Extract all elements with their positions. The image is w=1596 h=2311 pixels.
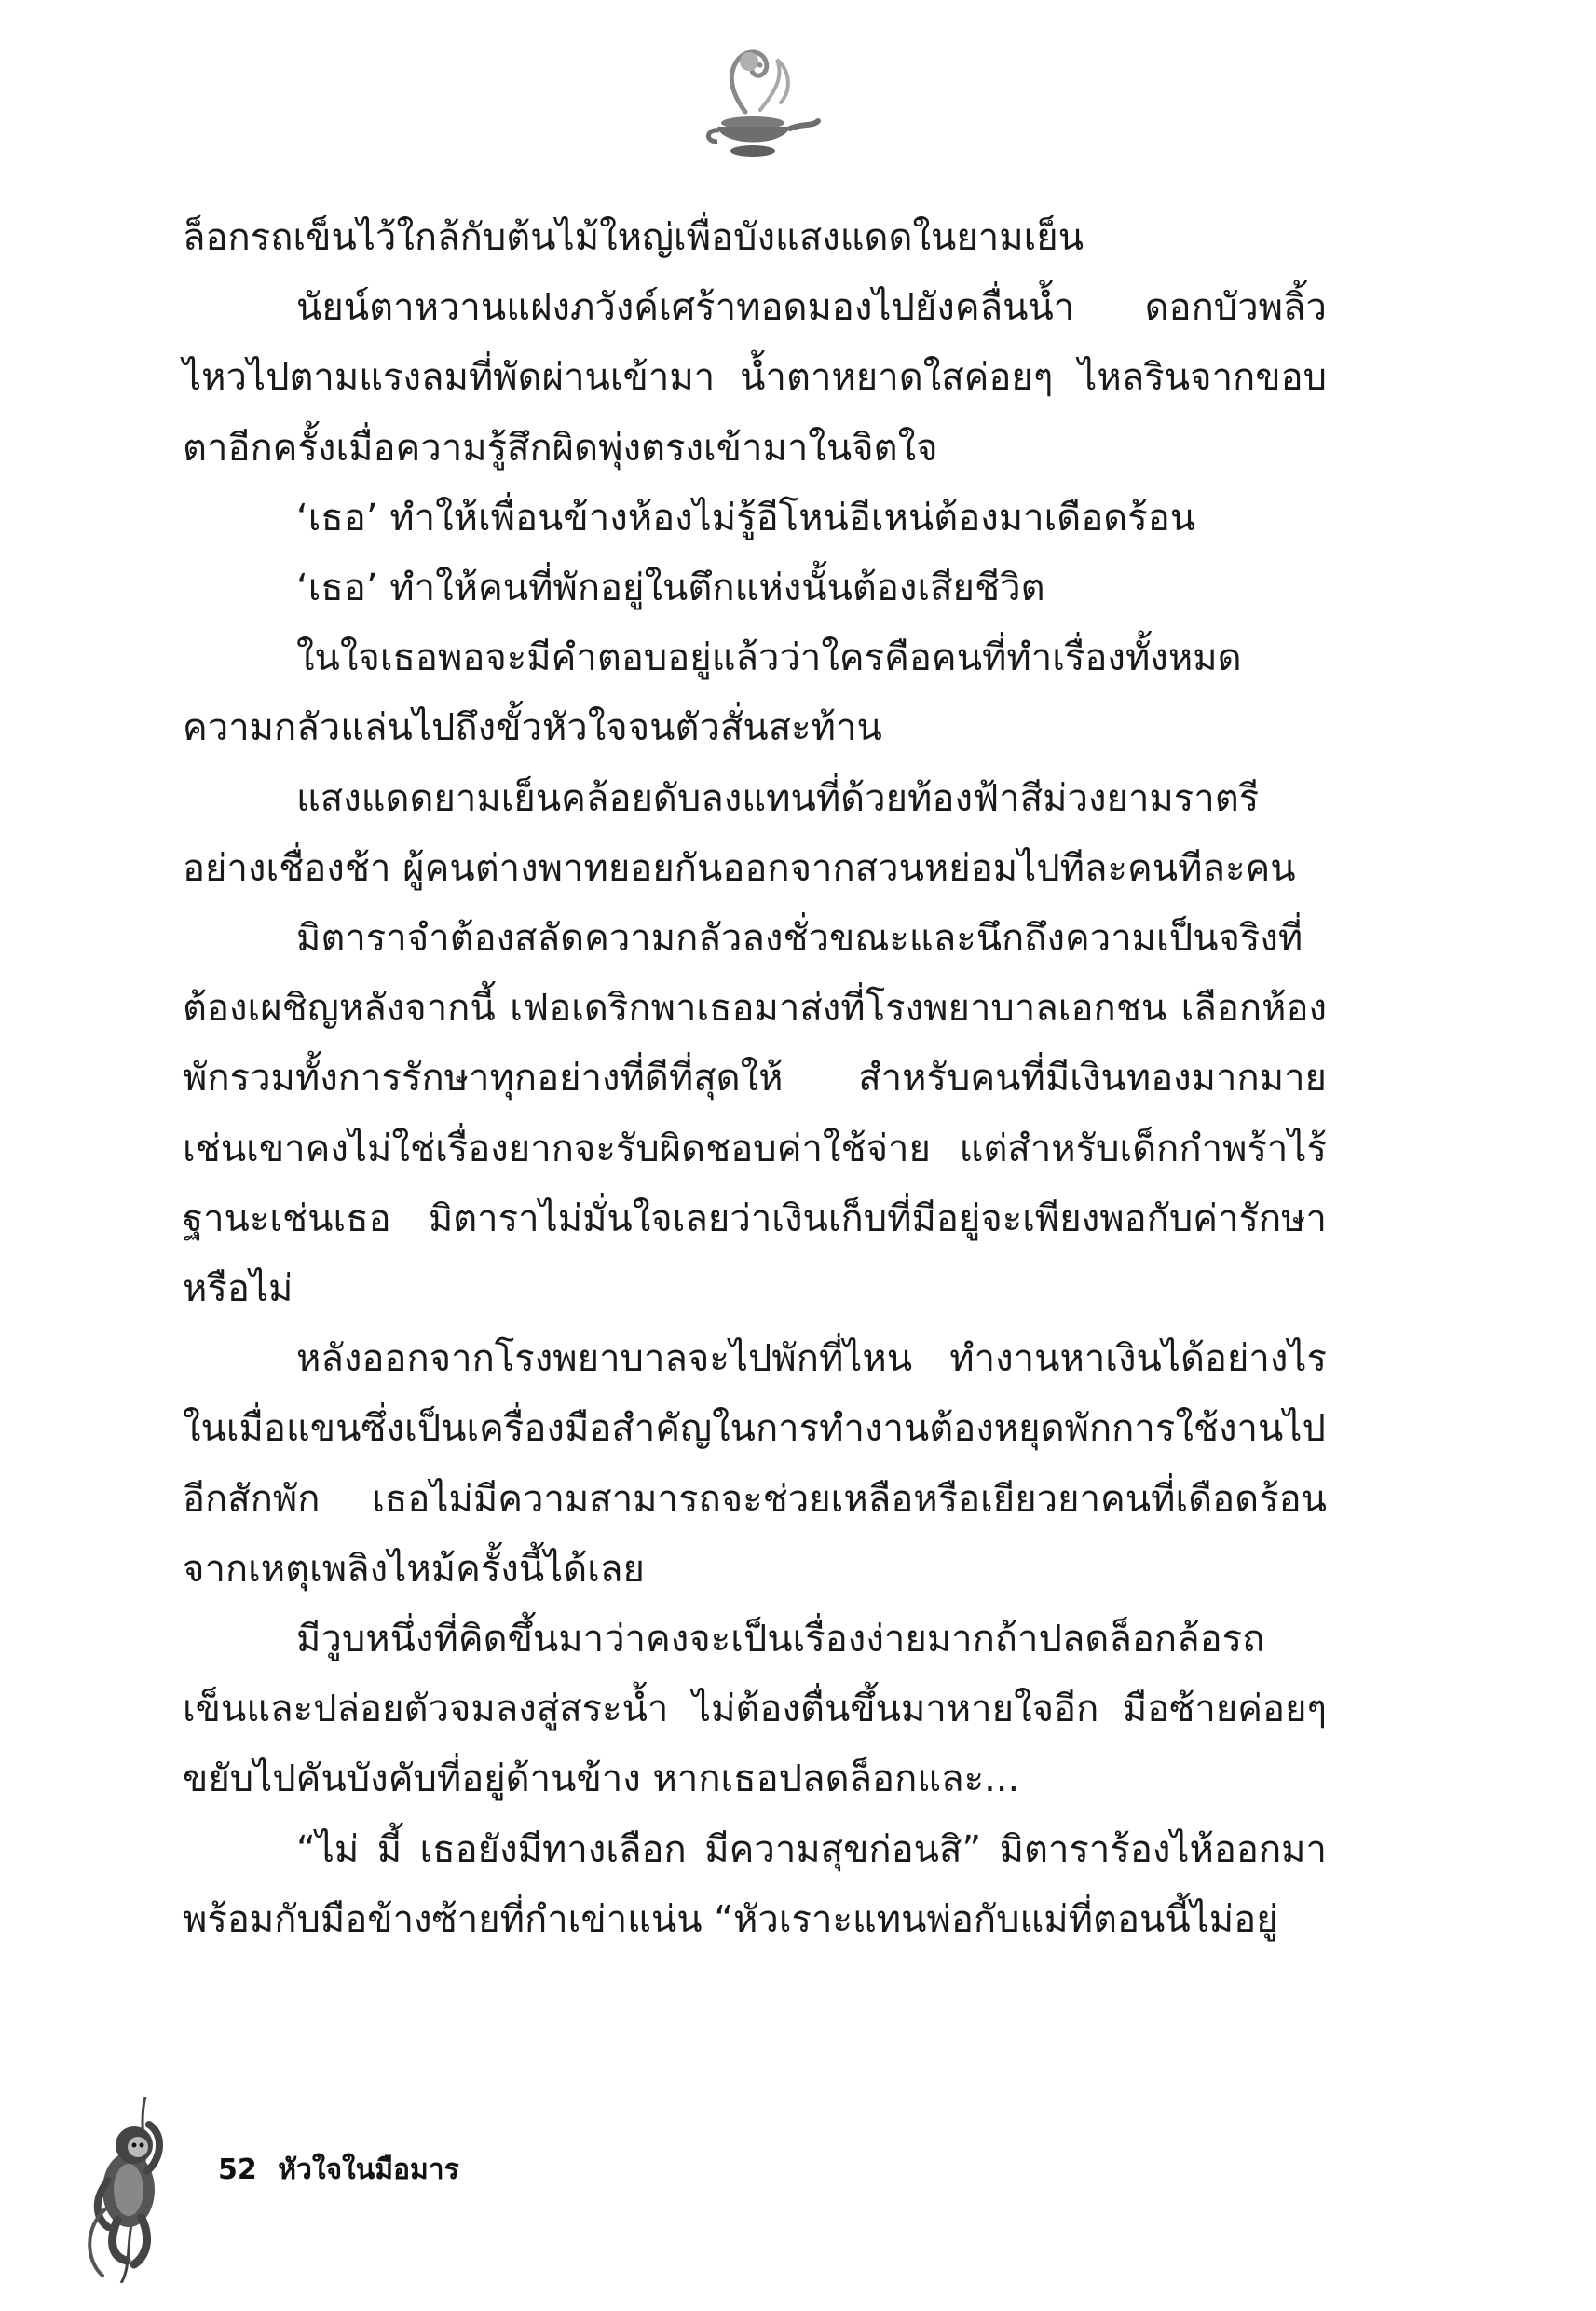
paragraph: หลังออกจากโรงพยาบาลจะไปพักที่ไหน ทำงานหาเงินได้อย่างไรในเมื่อแขนซึ่งเป็นเครื่องมือสำคัญในการทำงานต้องหยุดพักการใช้งานไปอีกสักพัก เธอไม่มีความสามารถจะช่วยเหลือหรือเยียวยาคนที่เดือดร้อนจากเหตุเพลิงไหม้ครั้งนี้ได้เลย bbox=[183, 1337, 1327, 1591]
paragraph: แสงแดดยามเย็นคล้อยดับลงแทนที่ด้วยท้องฟ้าสีม่วงยามราตรีอย่างเชื่องช้า ผู้คนต่างพาทยอยกันออกจากสวนหย่อมไปทีละคนทีละคน bbox=[183, 776, 1296, 890]
paragraph: ‘เธอ’ ทำให้เพื่อนข้างห้องไม่รู้อีโหน่อีเหน่ต้องมาเดือดร้อน bbox=[296, 496, 1196, 540]
paragraph: ล็อกรถเข็นไว้ใกล้กับต้นไม้ใหญ่เพื่อบังแสงแดดในยามเย็น bbox=[183, 216, 1084, 259]
paragraph: มีวูบหนึ่งที่คิดขึ้นมาว่าคงจะเป็นเรื่องง่ายมากถ้าปลดล็อกล้อรถเข็นและปล่อยตัวจมลงสู่สระน้ำ ไม่ต้องตื่นขึ้นมาหายใจอีก มือซ้ายค่อยๆ ขยับไปคันบังคับที่อยู่ด้านข้าง หากเธอปลดล็อกและ... bbox=[183, 1618, 1327, 1801]
body-text bbox=[183, 203, 1327, 1955]
paragraph: ‘เธอ’ ทำให้คนที่พักอยู่ในตึกแห่งนั้นต้องเสียชีวิต bbox=[296, 567, 1045, 610]
monkey-icon bbox=[80, 2097, 183, 2283]
paragraph: มิตาราจำต้องสลัดความกลัวลงชั่วขณะและนึกถึงความเป็นจริงที่ต้องเผชิญหลังจากนี้ เฟอเดริกพาเธอมาส่งที่โรงพยาบาลเอกชน เลือกห้องพักรวมทั้งการรักษาทุกอย่างที่ดีที่สุดให้ สำหรับคนที่มีเงินทองมากมายเช่นเขาคงไม่ใช่เรื่องยากจะรับผิดชอบค่าใช้จ่าย แต่สำหรับเด็กกำพร้าไร้ฐานะเช่นเธอ มิตาราไม่มั่นใจเลยว่าเงินเก็บที่มีอยู่จะเพียงพอกับค่ารักษาหรือไม่ bbox=[183, 917, 1327, 1311]
book-title: หัวใจในมือมาร bbox=[278, 2154, 459, 2186]
magic-lamp-icon bbox=[680, 37, 829, 168]
paragraph: ในใจเธอพอจะมีคำตอบอยู่แล้วว่าใครคือคนที่ทำเรื่องทั้งหมดความกลัวแล่นไปถึงขั้วหัวใจจนตัวสั่นสะท้าน bbox=[183, 636, 1242, 750]
page-footer bbox=[218, 2148, 471, 2192]
paragraph: นัยน์ตาหวานแฝงภวังค์เศร้าทอดมองไปยังคลื่นน้ำ ดอกบัวพลิ้วไหวไปตามแรงลมที่พัดผ่านเข้ามา น้ำตาหยาดใสค่อยๆ ไหลรินจากขอบตาอีกครั้งเมื่อความรู้สึกผิดพุ่งตรงเข้ามาในจิตใจ bbox=[183, 286, 1327, 470]
page-number: 52 bbox=[218, 2154, 257, 2186]
paragraph: “ไม่ มี้ เธอยังมีทางเลือก มีความสุขก่อนสิ” มิตาราร้องไห้ออกมาพร้อมกับมือข้างซ้ายที่กำเข่าแน่น “หัวเราะแทนพ่อกับแม่ที่ตอนนี้ไม่อยู่ bbox=[183, 1827, 1327, 1941]
